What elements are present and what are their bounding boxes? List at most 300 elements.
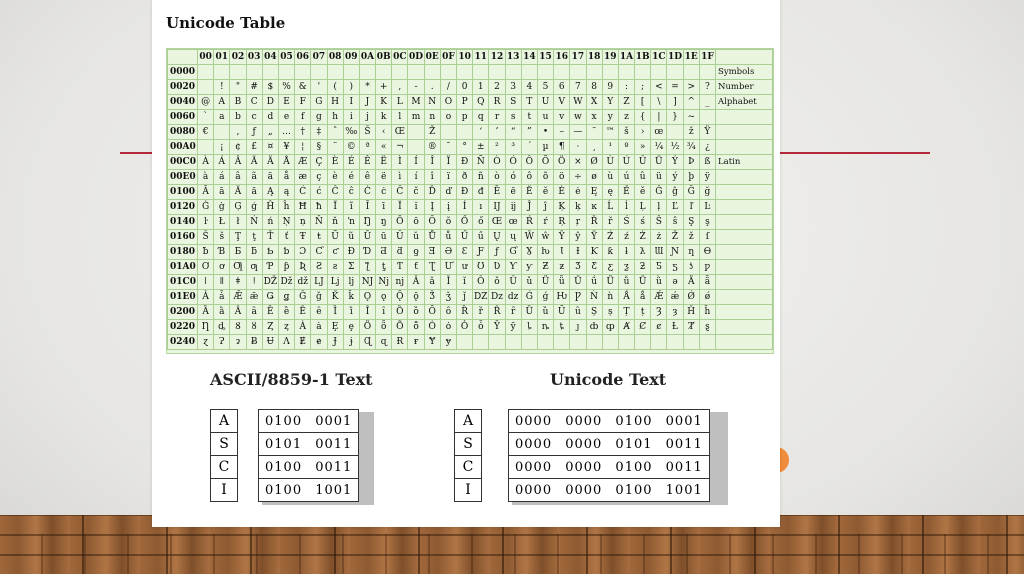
char-cell: Ú: [618, 155, 634, 170]
char-cell: ƨ: [327, 260, 343, 275]
char-cell: í: [408, 170, 424, 185]
char-cell: Ņ: [278, 215, 294, 230]
char-cell: ȳ: [505, 320, 521, 335]
char-cell: ¤: [262, 140, 278, 155]
char-cell: ǳ: [505, 290, 521, 305]
char-cell: ĩ: [343, 200, 359, 215]
column-header: 10: [457, 50, 473, 65]
char-cell: ȣ: [246, 320, 262, 335]
char-cell: į: [440, 200, 456, 215]
char-cell: ù: [602, 170, 618, 185]
char-cell: ŋ: [376, 215, 392, 230]
char-cell: ş: [699, 215, 715, 230]
char-cell: [505, 335, 521, 350]
char-cell: ~: [683, 110, 699, 125]
char-cell: [457, 125, 473, 140]
char-cell: Ƹ: [586, 260, 602, 275]
char-cell: [359, 65, 375, 80]
char-cell: ș: [602, 305, 618, 320]
char-cell: ;: [635, 80, 651, 95]
char-cell: Ŏ: [424, 215, 440, 230]
char-cell: Ĉ: [327, 185, 343, 200]
char-cell: Ǎ: [408, 275, 424, 290]
char-cell: ƃ: [246, 245, 262, 260]
char-cell: ÿ: [699, 170, 715, 185]
char-cell: ×: [570, 155, 586, 170]
column-header: 03: [246, 50, 262, 65]
char-cell: [667, 335, 683, 350]
char-cell: Ƃ: [230, 245, 246, 260]
char-cell: ƺ: [618, 260, 634, 275]
char-cell: Ǽ: [651, 290, 667, 305]
column-header: 04: [262, 50, 278, 65]
char-cell: s: [505, 110, 521, 125]
char-cell: Č: [392, 185, 408, 200]
unicode-letters-column: [454, 409, 482, 502]
char-cell: ë: [376, 170, 392, 185]
char-cell: ǻ: [635, 290, 651, 305]
char-cell: e: [278, 110, 294, 125]
char-cell: b: [230, 110, 246, 125]
char-cell: [198, 80, 214, 95]
char-cell: ȝ: [667, 305, 683, 320]
char-cell: Ĩ: [327, 200, 343, 215]
char-cell: Ǆ: [262, 275, 278, 290]
char-cell: ƾ: [683, 260, 699, 275]
char-cell: Ȅ: [262, 305, 278, 320]
letter-cell: A: [455, 410, 482, 433]
char-cell: [246, 65, 262, 80]
char-cell: ¯: [440, 140, 456, 155]
char-cell: ƹ: [602, 260, 618, 275]
char-cell: (: [327, 80, 343, 95]
row-category-label: [716, 305, 773, 320]
char-cell: Ă: [230, 185, 246, 200]
char-cell: Y: [602, 95, 618, 110]
char-cell: ż: [651, 230, 667, 245]
char-cell: à: [198, 170, 214, 185]
char-cell: »: [635, 140, 651, 155]
char-cell: Ȯ: [424, 320, 440, 335]
char-cell: ú: [618, 170, 634, 185]
binary-code-cell: 0000 0000 0100 0011: [509, 456, 710, 479]
char-cell: [327, 65, 343, 80]
char-cell: û: [635, 170, 651, 185]
char-cell: m: [408, 110, 424, 125]
char-cell: â: [230, 170, 246, 185]
char-cell: Ë: [376, 155, 392, 170]
table-row: [168, 80, 773, 95]
char-cell: è: [327, 170, 343, 185]
row-code: 0220: [168, 320, 198, 335]
char-cell: w: [570, 110, 586, 125]
char-cell: 4: [521, 80, 537, 95]
char-cell: ƥ: [278, 260, 294, 275]
char-cell: ń: [262, 215, 278, 230]
char-cell: ȥ: [278, 320, 294, 335]
column-header: 1E: [683, 50, 699, 65]
char-cell: ĭ: [408, 200, 424, 215]
table-row: [168, 305, 773, 320]
char-cell: +: [376, 80, 392, 95]
char-cell: [537, 335, 553, 350]
char-cell: ǈ: [327, 275, 343, 290]
char-cell: [278, 65, 294, 80]
char-cell: Ǯ: [424, 290, 440, 305]
char-cell: é: [343, 170, 359, 185]
column-header: 0B: [376, 50, 392, 65]
char-cell: ƅ: [278, 245, 294, 260]
char-cell: J: [359, 95, 375, 110]
char-cell: Ǐ: [440, 275, 456, 290]
char-cell: å: [278, 170, 294, 185]
char-cell: ɋ: [376, 335, 392, 350]
char-cell: ǖ: [554, 275, 570, 290]
char-cell: ơ: [214, 260, 230, 275]
char-cell: ·: [570, 140, 586, 155]
char-cell: đ: [473, 185, 489, 200]
char-cell: Ū: [359, 230, 375, 245]
char-cell: Ą: [262, 185, 278, 200]
column-header: 0A: [359, 50, 375, 65]
char-cell: ĥ: [278, 200, 294, 215]
char-cell: ŕ: [537, 215, 553, 230]
char-cell: Ģ: [230, 200, 246, 215]
char-cell: ȭ: [408, 320, 424, 335]
char-cell: ñ: [473, 170, 489, 185]
char-cell: Ɣ: [521, 245, 537, 260]
char-cell: u: [537, 110, 553, 125]
char-cell: ň: [327, 215, 343, 230]
char-cell: F: [295, 95, 311, 110]
char-cell: œ: [505, 215, 521, 230]
row-code: 0160: [168, 230, 198, 245]
char-cell: Į: [424, 200, 440, 215]
char-cell: Ų: [489, 230, 505, 245]
char-cell: [408, 65, 424, 80]
row-category-label: [716, 170, 773, 185]
char-cell: [521, 65, 537, 80]
char-cell: [311, 65, 327, 80]
char-cell: [618, 335, 634, 350]
table-row: [168, 260, 773, 275]
char-cell: ˜: [586, 125, 602, 140]
char-cell: ™: [602, 125, 618, 140]
char-cell: /: [440, 80, 456, 95]
char-cell: Ț: [618, 305, 634, 320]
char-cell: [457, 65, 473, 80]
column-header: 17: [570, 50, 586, 65]
row-category-label: [716, 320, 773, 335]
char-cell: ź: [618, 230, 634, 245]
char-cell: ĺ: [618, 200, 634, 215]
char-cell: M: [408, 95, 424, 110]
char-cell: ƻ: [635, 260, 651, 275]
ascii-codes-column: [258, 409, 359, 502]
char-cell: Ɛ: [457, 245, 473, 260]
char-cell: Ĳ: [489, 200, 505, 215]
char-cell: C: [246, 95, 262, 110]
char-cell: l: [392, 110, 408, 125]
char-cell: ƽ: [667, 260, 683, 275]
char-cell: c: [246, 110, 262, 125]
char-cell: ƛ: [635, 245, 651, 260]
char-cell: Ŝ: [651, 215, 667, 230]
char-cell: Ű: [457, 230, 473, 245]
char-cell: Ƈ: [311, 245, 327, 260]
char-cell: °: [457, 140, 473, 155]
char-cell: Ş: [683, 215, 699, 230]
char-cell: [408, 125, 424, 140]
char-cell: Ā: [198, 185, 214, 200]
char-cell: ǵ: [537, 290, 553, 305]
char-cell: Ȉ: [327, 305, 343, 320]
char-cell: Ș: [586, 305, 602, 320]
char-cell: ß: [699, 155, 715, 170]
row-category-label: [716, 125, 773, 140]
char-cell: ǉ: [343, 275, 359, 290]
char-cell: ĝ: [667, 185, 683, 200]
column-header: 00: [198, 50, 214, 65]
char-cell: Ǩ: [327, 290, 343, 305]
column-header: 1A: [618, 50, 634, 65]
char-cell: Þ: [683, 155, 699, 170]
char-cell: ą: [278, 185, 294, 200]
char-cell: v: [554, 110, 570, 125]
char-cell: Å: [278, 155, 294, 170]
row-code: 00E0: [168, 170, 198, 185]
char-cell: [635, 335, 651, 350]
char-cell: [521, 335, 537, 350]
char-cell: ?: [699, 80, 715, 95]
char-cell: Ŗ: [554, 215, 570, 230]
char-cell: t: [521, 110, 537, 125]
char-cell: º: [618, 140, 634, 155]
char-cell: D: [262, 95, 278, 110]
char-cell: [457, 335, 473, 350]
char-cell: Ÿ: [699, 125, 715, 140]
char-cell: ‡: [311, 125, 327, 140]
column-header: 02: [230, 50, 246, 65]
char-cell: Ɇ: [295, 335, 311, 350]
char-cell: Ō: [392, 215, 408, 230]
char-cell: ā: [214, 185, 230, 200]
char-cell: [198, 65, 214, 80]
char-cell: [635, 65, 651, 80]
char-cell: ǂ: [230, 275, 246, 290]
char-cell: [667, 125, 683, 140]
char-cell: Ũ: [327, 230, 343, 245]
char-cell: œ: [651, 125, 667, 140]
char-cell: Ə: [440, 245, 456, 260]
char-cell: Ǣ: [230, 290, 246, 305]
letter-cell: I: [455, 479, 482, 502]
char-cell: ¬: [392, 140, 408, 155]
row-code: 0060: [168, 110, 198, 125]
char-cell: ȍ: [408, 305, 424, 320]
char-cell: Ʋ: [489, 260, 505, 275]
char-cell: Ò: [489, 155, 505, 170]
char-cell: ƀ: [198, 245, 214, 260]
char-cell: Ɩ: [554, 245, 570, 260]
char-cell: ƿ: [699, 260, 715, 275]
char-cell: !: [214, 80, 230, 95]
char-cell: ȹ: [602, 320, 618, 335]
row-code: 0120: [168, 200, 198, 215]
row-category-label: [716, 110, 773, 125]
char-cell: ¥: [278, 140, 294, 155]
column-header: 0E: [424, 50, 440, 65]
char-cell: ü: [651, 170, 667, 185]
char-cell: ǭ: [408, 290, 424, 305]
char-cell: ŭ: [408, 230, 424, 245]
char-cell: R: [489, 95, 505, 110]
char-cell: I: [343, 95, 359, 110]
char-cell: ƒ: [246, 125, 262, 140]
char-cell: Ȃ: [230, 305, 246, 320]
char-cell: N: [424, 95, 440, 110]
char-cell: Ƅ: [262, 245, 278, 260]
char-cell: Ç: [311, 155, 327, 170]
char-cell: Ž: [667, 230, 683, 245]
char-cell: Ƶ: [537, 260, 553, 275]
char-cell: ¡: [214, 140, 230, 155]
char-cell: ď: [440, 185, 456, 200]
column-header: 08: [327, 50, 343, 65]
char-cell: ǡ: [214, 290, 230, 305]
char-cell: ǲ: [489, 290, 505, 305]
char-cell: [424, 65, 440, 80]
char-cell: ȅ: [278, 305, 294, 320]
char-cell: [618, 65, 634, 80]
char-cell: ±: [473, 140, 489, 155]
char-cell: Ľ: [667, 200, 683, 215]
char-cell: Ň: [311, 215, 327, 230]
row-code: 0200: [168, 305, 198, 320]
char-cell: [683, 335, 699, 350]
char-cell: [570, 65, 586, 80]
char-cell: E: [278, 95, 294, 110]
row-category-label: [716, 140, 773, 155]
char-cell: ): [343, 80, 359, 95]
char-cell: [262, 65, 278, 80]
char-cell: ȵ: [537, 320, 553, 335]
char-cell: Ŭ: [392, 230, 408, 245]
char-cell: ª: [359, 140, 375, 155]
row-code: 0080: [168, 125, 198, 140]
char-cell: ı: [473, 200, 489, 215]
column-header: 15: [537, 50, 553, 65]
char-cell: [586, 65, 602, 80]
row-code: 0000: [168, 65, 198, 80]
unicode-text-title: Unicode Text: [550, 370, 667, 389]
char-cell: [699, 65, 715, 80]
char-cell: ŵ: [537, 230, 553, 245]
row-category-label: [716, 275, 773, 290]
char-cell: [: [635, 95, 651, 110]
unicode-table-title: Unicode Table: [166, 14, 286, 32]
char-cell: Ʊ: [473, 260, 489, 275]
char-cell: ȓ: [505, 305, 521, 320]
binary-code-cell: 0100 1001: [259, 479, 359, 502]
char-cell: ¸: [586, 140, 602, 155]
char-cell: Ŵ: [521, 230, 537, 245]
char-cell: š: [214, 230, 230, 245]
row-category-label: [716, 200, 773, 215]
row-category-label: [716, 245, 773, 260]
char-cell: [489, 335, 505, 350]
char-cell: ȡ: [214, 320, 230, 335]
char-cell: Ǉ: [311, 275, 327, 290]
table-row: [168, 155, 773, 170]
char-cell: ½: [667, 140, 683, 155]
char-cell: Ī: [359, 200, 375, 215]
table-row: [168, 95, 773, 110]
row-category-label: [716, 185, 773, 200]
char-cell: 6: [554, 80, 570, 95]
char-cell: ©: [343, 140, 359, 155]
char-cell: ì: [392, 170, 408, 185]
char-cell: Ǒ: [473, 275, 489, 290]
char-cell: ý: [667, 170, 683, 185]
char-cell: Ƨ: [311, 260, 327, 275]
char-cell: #: [246, 80, 262, 95]
char-cell: ė: [570, 185, 586, 200]
header-label-cell: [716, 50, 773, 65]
char-cell: ĸ: [586, 200, 602, 215]
char-cell: [537, 65, 553, 80]
char-cell: ħ: [311, 200, 327, 215]
row-code: 0100: [168, 185, 198, 200]
char-cell: Î: [424, 155, 440, 170]
char-cell: –: [554, 125, 570, 140]
char-cell: Ô: [521, 155, 537, 170]
table-row: [168, 185, 773, 200]
char-cell: ȿ: [699, 320, 715, 335]
decorative-red-line-right: [778, 152, 930, 154]
row-code: 00C0: [168, 155, 198, 170]
column-header: 0C: [392, 50, 408, 65]
char-cell: [651, 65, 667, 80]
char-cell: Ÿ: [586, 230, 602, 245]
char-cell: ›: [635, 125, 651, 140]
char-cell: “: [505, 125, 521, 140]
char-cell: d: [262, 110, 278, 125]
char-cell: A: [214, 95, 230, 110]
char-cell: [392, 65, 408, 80]
char-cell: É: [343, 155, 359, 170]
char-cell: Ĺ: [602, 200, 618, 215]
char-cell: „: [262, 125, 278, 140]
char-cell: Ğ: [683, 185, 699, 200]
char-cell: ț: [635, 305, 651, 320]
char-cell: š: [618, 125, 634, 140]
char-cell: [651, 335, 667, 350]
char-cell: Ĕ: [521, 185, 537, 200]
char-cell: ¢: [230, 140, 246, 155]
char-cell: Ƴ: [505, 260, 521, 275]
row-code: 00A0: [168, 140, 198, 155]
char-cell: Ɗ: [359, 245, 375, 260]
char-cell: Ȑ: [457, 305, 473, 320]
char-cell: ǎ: [424, 275, 440, 290]
char-cell: ƒ: [489, 245, 505, 260]
char-cell: ǔ: [521, 275, 537, 290]
char-cell: ö: [554, 170, 570, 185]
binary-code-cell: 0100 0011: [259, 456, 359, 479]
char-cell: Ø: [586, 155, 602, 170]
char-cell: Ŷ: [554, 230, 570, 245]
